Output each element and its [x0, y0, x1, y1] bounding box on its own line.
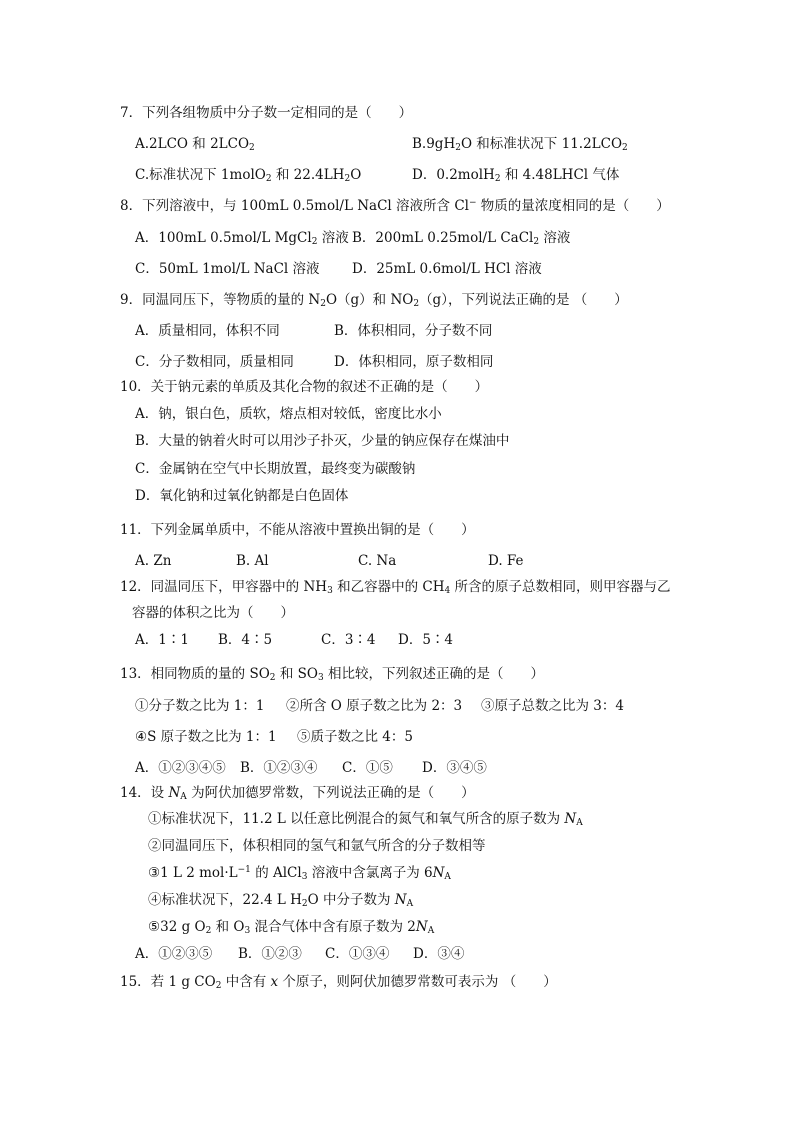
- q7-stem: 7．下列各组物质中分子数一定相同的是（ ）: [120, 105, 413, 121]
- q13-statement-3: ③原子总数之比为 3：4: [481, 698, 624, 714]
- q14-statement-1: ①标准状况下，11.2 L 以任意比例混合的氮气和氧气所含的原子数为 $N_A$: [148, 811, 583, 828]
- q10-option-b: B．大量的钠着火时可以用沙子扑灭，少量的钠应保存在煤油中: [135, 433, 510, 449]
- q10-option-d: D．氧化钠和过氧化钠都是白色固体: [135, 488, 349, 504]
- q14-statement-3: ③1 L 2 $mol\cdot L^{-1}$ 的 AlCl$_3$ 溶液中含氯离子为 $6N_A$: [148, 865, 451, 882]
- q12-option-a: A．1∶1: [135, 632, 189, 648]
- q14-statement-5: ⑤32 g $O_2$ 和 $O_3$ 混合气体中含有原子数为 $2N_A$: [148, 919, 435, 936]
- q10-option-a: A．钠，银白色，质软，熔点相对较低，密度比水小: [135, 406, 442, 422]
- q14-statement-4: ④标准状况下，22.4 L $H_2O$ 中分子数为 $N_A$: [148, 892, 414, 909]
- q8-option-b: B．200mL 0.25mol/L CaCl$_2$ 溶液: [352, 230, 571, 247]
- q12-option-b: B．4∶5: [218, 632, 273, 648]
- q9-option-d: D．体积相同，原子数相同: [334, 354, 494, 370]
- q14-option-d: D．③④: [413, 946, 465, 962]
- q13-option-b: B．①②③④: [240, 760, 318, 776]
- q13-statement-2: ②所含 O 原子数之比为 2：3: [286, 698, 463, 714]
- q12-option-d: D．5∶4: [398, 632, 454, 648]
- q14-option-a: A．①②③⑤: [135, 946, 213, 962]
- q13-option-a: A．①②③④⑤: [135, 760, 226, 776]
- q14-option-b: B．①②③: [238, 946, 302, 962]
- q12-option-c: C．3∶4: [321, 632, 376, 648]
- q9-stem: 9．同温同压下，等物质的量的 $N_2O(g)$和 $NO_2(g)$，下列说法正确的是 （ ）: [120, 292, 628, 309]
- q7-option-c: C.标准状况下 1molO$_2$ 和 $22.4LH_2O$: [135, 167, 362, 184]
- q11-option-c: C. Na: [358, 553, 397, 569]
- q9-option-b: B．体积相同，分子数不同: [334, 323, 493, 339]
- q9-option-c: C．分子数相同，质量相同: [135, 354, 294, 370]
- q11-option-b: B. Al: [236, 553, 269, 569]
- q9-option-a: A．质量相同，体积不同: [135, 323, 280, 339]
- q7-option-a: A.2LCO 和 $2LCO_2$: [135, 136, 255, 153]
- q11-option-a: A. Zn: [135, 553, 172, 569]
- q10-option-c: C．金属钠在空气中长期放置，最终变为碳酸钠: [135, 461, 416, 477]
- q10-stem: 10．关于钠元素的单质及其化合物的叙述不正确的是（ ）: [120, 379, 489, 395]
- q13-option-d: D．③④⑤: [422, 760, 487, 776]
- q7-option-d: D．0.2molH$_2$ 和 4.48LHCl 气体: [412, 167, 620, 184]
- q14-option-c: C．①③④: [325, 946, 390, 962]
- q8-stem: 8．下列溶液中，与 100mL 0.5mol/L NaCl 溶液所含 Cl− 物质的量浓度相同的是（ ）: [120, 198, 670, 214]
- q8-option-d: D．25mL 0.6mol/L HCl 溶液: [352, 261, 542, 277]
- q14-stem: 14．设 $N_A$ 为阿伏加德罗常数，下列说法正确的是（ ）: [120, 785, 475, 802]
- q8-option-c: C．50mL 1mol/L NaCl 溶液: [135, 261, 320, 277]
- q13-option-c: C．①⑤: [342, 760, 393, 776]
- q12-stem-line1: 12．同温同压下，甲容器中的 $NH_3$ 和乙容器中的 $CH_4$ 所含的原子总数相同，则甲容器与乙: [120, 579, 671, 596]
- q7-option-b: $B.9gH_2O$ 和标准状况下 $11.2LCO_2$: [412, 136, 628, 153]
- q13-stem: 13．相同物质的量的 $SO_2$ 和 $SO_3$ 相比较，下列叙述正确的是（ ）: [120, 666, 544, 683]
- q15-stem: 15．若 1 g $CO_2$ 中含有 x 个原子，则阿伏加德罗常数可表示为 （ ）: [120, 974, 557, 991]
- q8-option-a: A．100mL 0.5mol/L MgCl$_2$ 溶液: [135, 230, 349, 247]
- q13-statement-4: ④S 原子数之比为 1：1: [135, 729, 277, 745]
- q14-statement-2: ②同温同压下，体积相同的氢气和氩气所含的分子数相等: [148, 838, 486, 854]
- q13-statement-5: ⑤质子数之比 4：5: [297, 729, 413, 745]
- q12-stem-line2: 容器的体积之比为（ ）: [132, 605, 294, 621]
- q11-stem: 11．下列金属单质中，不能从溶液中置换出铜的是（ ）: [120, 522, 475, 538]
- q11-option-d: D. Fe: [488, 553, 524, 569]
- q13-statement-1: ①分子数之比为 1：1: [135, 698, 265, 714]
